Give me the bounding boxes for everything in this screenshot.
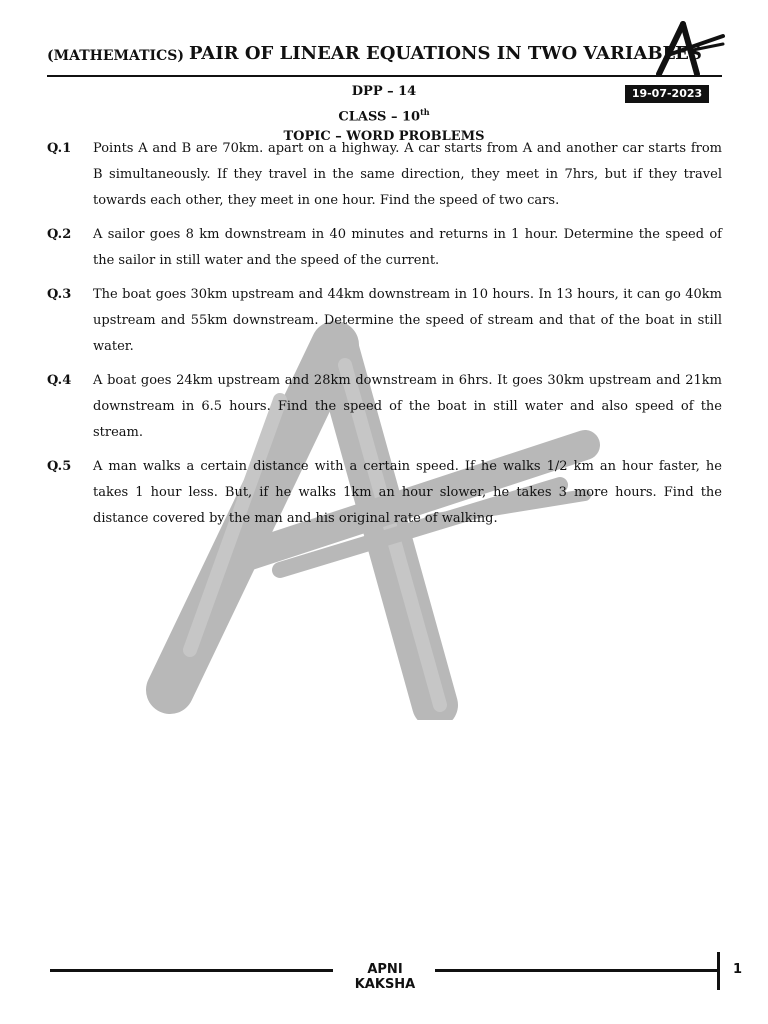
footer-brand: APNI KAKSHA bbox=[354, 962, 416, 992]
question-number: Q.5 bbox=[47, 459, 72, 474]
question-item bbox=[47, 368, 722, 446]
question-text: Points A and B are 70km. apart on a highway. A car starts from A and another car starts from B simultaneously. If they travel in the same direction, they meet in 7hrs, but if they travel towards each other, they meet in one hour. Find the speed of two cars. bbox=[93, 141, 722, 208]
footer-rule-right bbox=[435, 969, 718, 972]
question-number: Q.1 bbox=[47, 141, 72, 156]
question-item bbox=[47, 454, 722, 532]
question-list bbox=[47, 136, 722, 540]
page-header bbox=[47, 42, 727, 78]
page-number: 1 bbox=[733, 962, 743, 977]
question-text: A man walks a certain distance with a certain speed. If he walks 1/2 km an hour faster, he takes 1 hour less. But, if he walks 1km an hour slower, he takes 3 more hours. Find the distance covered by the man and his original rate of walking. bbox=[93, 459, 722, 526]
subject-label: (MATHEMATICS) bbox=[47, 48, 184, 64]
date-badge: 19-07-2023 bbox=[625, 85, 709, 103]
question-number: Q.3 bbox=[47, 287, 72, 302]
question-number: Q.4 bbox=[47, 373, 72, 388]
class-title bbox=[0, 102, 768, 127]
class-suffix: th bbox=[420, 107, 430, 117]
class-label: CLASS – 10 bbox=[338, 109, 421, 125]
chapter-title: PAIR OF LINEAR EQUATIONS IN TWO VARIABLES bbox=[189, 43, 702, 64]
footer-rule-left bbox=[50, 969, 333, 972]
apni-kaksha-logo-icon bbox=[653, 20, 727, 76]
question-text: The boat goes 30km upstream and 44km downstream in 10 hours. In 13 hours, it can go 40km upstream and 55km downstream. Determine the speed of stream and that of the boat in still water. bbox=[93, 287, 722, 354]
header-divider bbox=[47, 75, 722, 77]
question-item bbox=[47, 282, 722, 360]
question-number: Q.2 bbox=[47, 227, 72, 242]
topic-title: TOPIC – WORD PROBLEMS bbox=[283, 129, 485, 145]
question-text: A sailor goes 8 km downstream in 40 minutes and returns in 1 hour. Determine the speed of the sailor in still water and the speed of the current. bbox=[93, 227, 722, 268]
question-item bbox=[47, 222, 722, 274]
dpp-title: DPP – 14 bbox=[351, 84, 417, 99]
question-text: A boat goes 24km upstream and 28km downstream in 6hrs. It goes 30km upstream and 21km downstream in 6.5 hours. Find the speed of the boat in still water and also speed of the stream. bbox=[93, 373, 722, 440]
question-item bbox=[47, 136, 722, 214]
footer-tick bbox=[717, 952, 720, 990]
